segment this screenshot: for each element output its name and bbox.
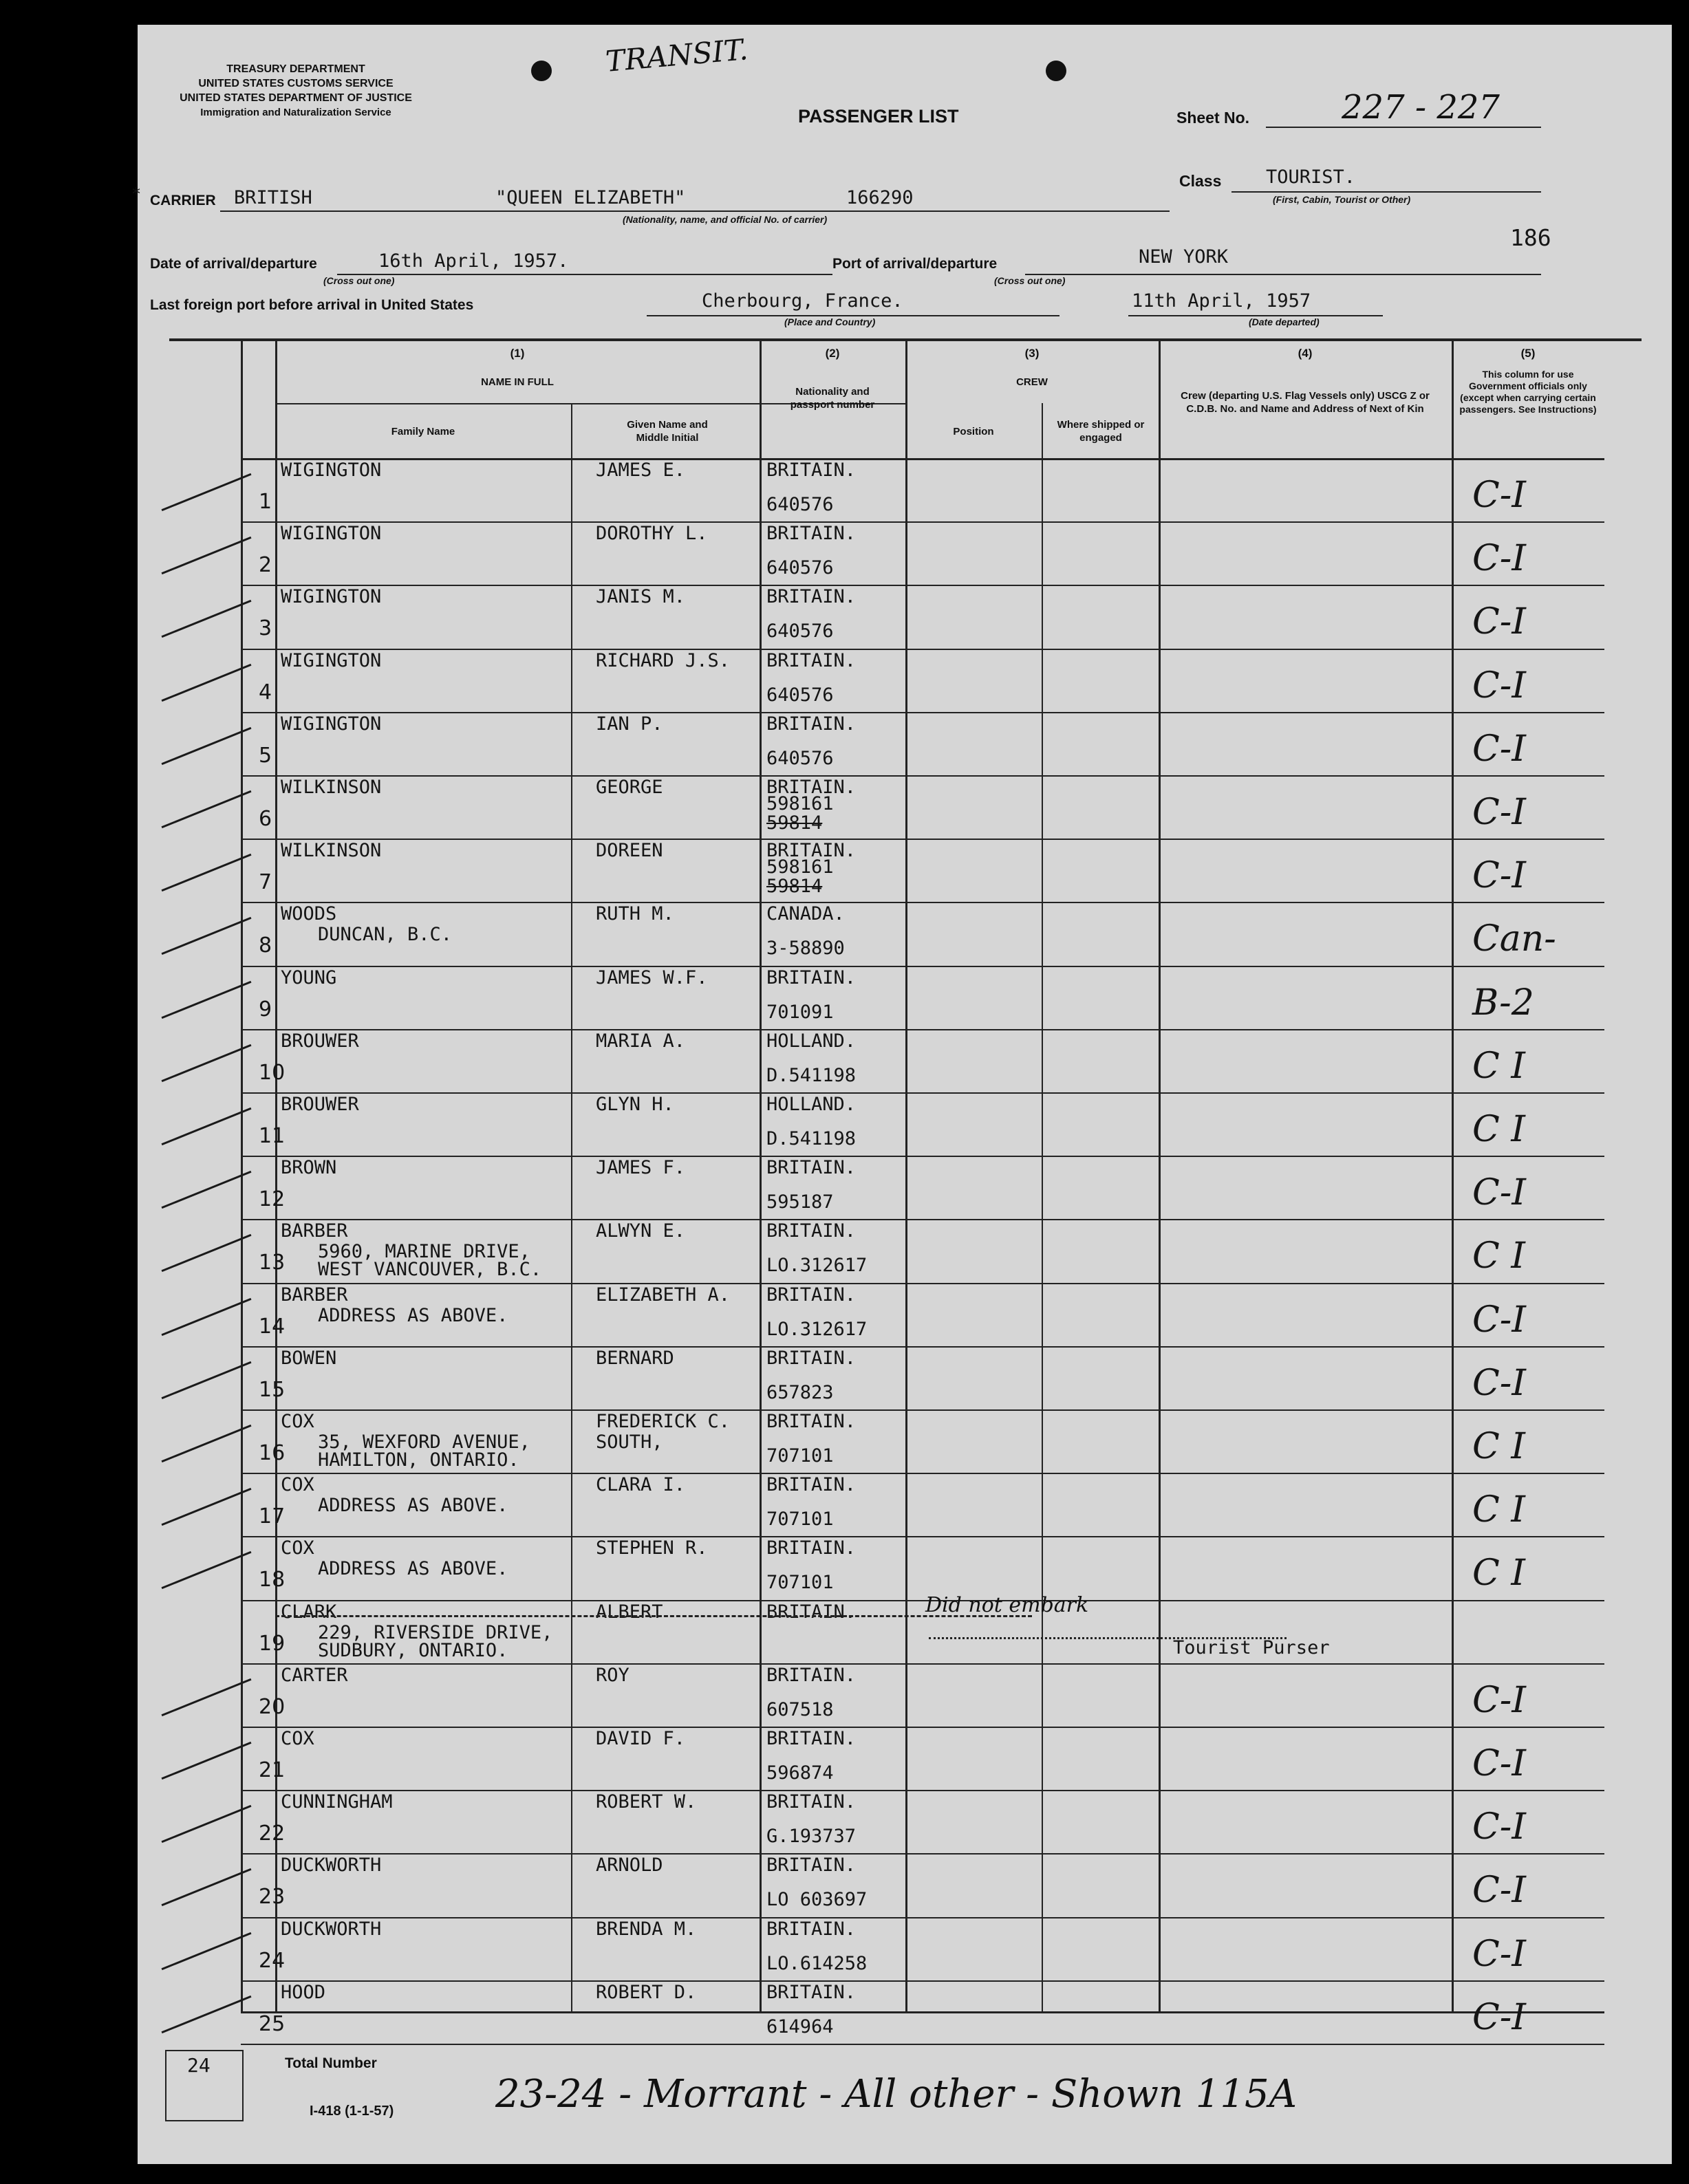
government-mark: C I xyxy=(1472,1235,1525,1277)
row-number: 8 xyxy=(259,933,272,958)
col1-title: NAME IN FULL xyxy=(481,376,554,388)
nationality: BRITAIN. xyxy=(766,1791,857,1813)
passport-number: 614964 xyxy=(766,2015,834,2037)
government-mark: C-I xyxy=(1472,601,1526,643)
passport-number: LO.312617 xyxy=(766,1318,868,1340)
table-row xyxy=(138,1728,1672,1791)
table-row xyxy=(138,840,1672,903)
government-mark: C I xyxy=(1472,1553,1525,1594)
family-name: WIGINGTON xyxy=(281,649,382,671)
government-mark: C-I xyxy=(1472,1996,1526,2038)
passport-number: D.541198 xyxy=(766,1064,857,1086)
checkoff-stroke xyxy=(162,1171,252,1209)
total-box-value: 24 xyxy=(187,2054,211,2077)
port-label: Port of arrival/departure xyxy=(832,256,998,272)
col3-number: (3) xyxy=(1024,347,1040,360)
passport-number: D.541198 xyxy=(766,1128,857,1149)
nationality: BRITAIN. xyxy=(766,1664,857,1686)
table-row xyxy=(138,1855,1672,1918)
family-name: DUCKWORTH xyxy=(281,1918,382,1940)
table-row xyxy=(138,1411,1672,1474)
row-number: 10 xyxy=(259,1060,286,1085)
passport-number: 598161 xyxy=(766,856,834,878)
nationality: BRITAIN. xyxy=(766,1157,857,1179)
given-name: ROY xyxy=(596,1664,630,1686)
passport-number: 640576 xyxy=(766,557,834,579)
nationality: BRITAIN. xyxy=(766,1411,857,1432)
checkoff-stroke xyxy=(162,1932,252,1969)
address-line-1: ADDRESS AS ABOVE. xyxy=(318,1495,508,1517)
checkoff-stroke xyxy=(162,600,252,638)
family-name: CARTER xyxy=(281,1664,348,1686)
address-line-2: HAMILTON, ONTARIO. xyxy=(318,1449,519,1471)
table-row xyxy=(138,1220,1672,1284)
checkoff-stroke xyxy=(162,727,252,765)
given-name: JAMES E. xyxy=(596,459,686,481)
row-number: 5 xyxy=(259,743,272,768)
table-row xyxy=(138,1665,1672,1728)
government-mark: C-I xyxy=(1472,792,1526,833)
table-row xyxy=(138,1348,1672,1411)
table-row xyxy=(138,1030,1672,1094)
row-number: 7 xyxy=(259,870,272,895)
checkoff-stroke xyxy=(162,473,252,511)
government-mark: C-I xyxy=(1472,1362,1526,1404)
page-count: 186 xyxy=(1510,224,1551,251)
col4-number: (4) xyxy=(1298,347,1313,360)
passport-number: 595187 xyxy=(766,1191,834,1213)
table-row xyxy=(138,1982,1672,2045)
row-number: 15 xyxy=(259,1377,286,1402)
address-line-1: ADDRESS AS ABOVE. xyxy=(318,1558,508,1580)
table-row xyxy=(138,777,1672,840)
arrival-line xyxy=(337,274,832,275)
last-port-value: Cherbourg, France. xyxy=(702,290,903,312)
carrier-nationality: BRITISH xyxy=(234,187,312,208)
nationality: BRITAIN. xyxy=(766,523,857,545)
passport-number: LO 603697 xyxy=(766,1889,868,1911)
family-name: BROUWER xyxy=(281,1094,359,1115)
nationality: HOLLAND. xyxy=(766,1030,857,1052)
passport-number-alt: 59814 xyxy=(766,876,823,898)
col3-shipped-header: Where shipped or engaged xyxy=(1057,419,1145,444)
checkoff-stroke xyxy=(162,1805,252,1843)
given-name: ROBERT W. xyxy=(596,1791,697,1813)
col1-family-header: Family Name xyxy=(391,426,455,437)
government-mark: C-I xyxy=(1472,1933,1526,1975)
passport-number: LO.312617 xyxy=(766,1255,868,1277)
family-name: YOUNG xyxy=(281,966,337,988)
given-name: MARIA A. xyxy=(596,1030,686,1052)
row-rule xyxy=(241,2044,1604,2045)
checkoff-stroke xyxy=(162,1868,252,1906)
government-mark: C I xyxy=(1472,1045,1525,1087)
family-name: WILKINSON xyxy=(281,840,382,862)
table-row xyxy=(138,1791,1672,1855)
address-line-1: ADDRESS AS ABOVE. xyxy=(318,1304,508,1326)
row-number: 3 xyxy=(259,616,272,641)
checkoff-stroke xyxy=(162,537,252,574)
nationality: BRITAIN. xyxy=(766,459,857,481)
agency-block xyxy=(151,62,440,120)
checkoff-stroke xyxy=(162,663,252,701)
row-number: 24 xyxy=(259,1948,286,1973)
given-name: DOROTHY L. xyxy=(596,523,708,545)
given-name: IAN P. xyxy=(596,713,663,735)
checkoff-stroke xyxy=(162,1488,252,1526)
government-mark: C-I xyxy=(1472,1870,1526,1912)
checkoff-stroke xyxy=(162,1742,252,1780)
checkoff-stroke xyxy=(162,790,252,828)
checkoff-stroke xyxy=(162,1234,252,1272)
class-note: (First, Cabin, Tourist or Other) xyxy=(1273,194,1411,205)
family-name: DUCKWORTH xyxy=(281,1855,382,1877)
table-row xyxy=(138,1537,1672,1601)
nationality: BRITAIN. xyxy=(766,1284,857,1306)
row-number: 16 xyxy=(259,1441,286,1465)
family-name: COX xyxy=(281,1411,314,1432)
last-port-note: (Place and Country) xyxy=(784,316,876,327)
checkoff-stroke xyxy=(162,1107,252,1145)
passport-number-alt: 59814 xyxy=(766,812,823,834)
handwritten-transit: TRANSIT. xyxy=(604,32,750,78)
given-name: FREDERICK C. xyxy=(596,1411,731,1432)
col5-title: This column for use Government officials only (except when carrying certain passengers. See Instructions) xyxy=(1459,369,1597,415)
nationality: BRITAIN. xyxy=(766,1601,857,1623)
family-name: CLARK xyxy=(281,1601,337,1623)
checkoff-stroke xyxy=(162,1996,252,2033)
nationality: BRITAIN. xyxy=(766,1981,857,2003)
row19-strike xyxy=(275,1615,1032,1619)
bottom-handwriting: 23-24 - Morrant - All other - Shown 115A xyxy=(495,2072,1298,2117)
row-number: 23 xyxy=(259,1885,286,1910)
nationality: CANADA. xyxy=(766,903,845,925)
row-number: 17 xyxy=(259,1504,286,1529)
government-mark: C I xyxy=(1472,1109,1525,1150)
row-number: 11 xyxy=(259,1124,286,1148)
carrier-label: CARRIER xyxy=(150,193,216,208)
government-mark: C I xyxy=(1472,1426,1525,1467)
last-port-label: Last foreign port before arrival in United States xyxy=(150,297,474,313)
nationality: BRITAIN. xyxy=(766,966,857,988)
carrier-name: "QUEEN ELIZABETH" xyxy=(495,187,686,208)
given-name: JAMES F. xyxy=(596,1157,686,1179)
nationality: BRITAIN. xyxy=(766,1918,857,1940)
address-line-1: 5960, MARINE DRIVE, xyxy=(318,1241,530,1263)
passport-number: 707101 xyxy=(766,1572,834,1594)
punch-hole-left xyxy=(531,61,552,81)
nationality: BRITAIN. xyxy=(766,1537,857,1559)
government-mark: C-I xyxy=(1472,538,1526,580)
total-label: Total Number xyxy=(285,2055,377,2071)
family-name: WIGINGTON xyxy=(281,713,382,735)
government-mark: C I xyxy=(1472,1489,1525,1531)
nationality: BRITAIN. xyxy=(766,586,857,608)
col1-number: (1) xyxy=(510,347,525,360)
checkoff-stroke xyxy=(162,1425,252,1462)
passport-number: 640576 xyxy=(766,684,834,706)
col2-number: (2) xyxy=(825,347,840,360)
punch-hole-right xyxy=(1046,61,1066,81)
table-row xyxy=(138,1474,1672,1537)
address-line-2: SUDBURY, ONTARIO. xyxy=(318,1639,508,1661)
given-name: DAVID F. xyxy=(596,1728,686,1749)
date-departed-value: 11th April, 1957 xyxy=(1132,290,1311,312)
nationality: BRITAIN. xyxy=(766,1347,857,1369)
nationality: BRITAIN. xyxy=(766,840,857,862)
given-name: ROBERT D. xyxy=(596,1981,697,2003)
table-row xyxy=(138,586,1672,649)
agency-treasury: TREASURY DEPARTMENT xyxy=(226,63,365,75)
passport-number: LO.614258 xyxy=(766,1952,868,1974)
arrival-label: Date of arrival/departure xyxy=(150,256,317,272)
nationality: BRITAIN. xyxy=(766,1220,857,1242)
family-name: WIGINGTON xyxy=(281,459,382,481)
table-row xyxy=(138,523,1672,586)
checkoff-stroke xyxy=(162,854,252,891)
passport-number: G.193737 xyxy=(766,1826,857,1848)
arrival-cross-note: (Cross out one) xyxy=(323,275,395,286)
passport-number: 657823 xyxy=(766,1381,834,1403)
sheet-number: 227 - 227 xyxy=(1342,88,1500,127)
family-name: WOODS xyxy=(281,903,337,925)
given-name: STEPHEN R. xyxy=(596,1537,708,1559)
port-cross-note: (Cross out one) xyxy=(994,275,1066,286)
class-line xyxy=(1231,191,1541,193)
address-line-2: WEST VANCOUVER, B.C. xyxy=(318,1259,542,1281)
carrier-official-no: 166290 xyxy=(846,187,914,208)
given-name: JANIS M. xyxy=(596,586,686,608)
passport-number: 701091 xyxy=(766,1001,834,1023)
family-name: WILKINSON xyxy=(281,777,382,798)
nationality: BRITAIN. xyxy=(766,1728,857,1749)
given-name: BERNARD xyxy=(596,1347,674,1369)
government-mark: C-I xyxy=(1472,728,1526,770)
nationality: BRITAIN. xyxy=(766,649,857,671)
agency-customs: UNITED STATES CUSTOMS SERVICE xyxy=(198,78,394,89)
given-name-2: SOUTH, xyxy=(596,1431,663,1453)
family-name: COX xyxy=(281,1474,314,1496)
family-name: BOWEN xyxy=(281,1347,337,1369)
passenger-list-sheet xyxy=(132,25,1672,2164)
table-row xyxy=(138,713,1672,777)
passport-number: 707101 xyxy=(766,1445,834,1467)
passport-number: 598161 xyxy=(766,793,834,814)
passport-number: 707101 xyxy=(766,1509,834,1531)
nationality: BRITAIN. xyxy=(766,1474,857,1496)
government-mark: C-I xyxy=(1472,855,1526,897)
carrier-line xyxy=(220,210,1170,212)
checkoff-stroke xyxy=(162,1297,252,1335)
nationality: BRITAIN. xyxy=(766,1855,857,1877)
col3-title: CREW xyxy=(1016,376,1048,388)
table-row xyxy=(138,967,1672,1030)
checkoff-stroke xyxy=(162,1361,252,1399)
government-mark: C-I xyxy=(1472,1299,1526,1341)
family-name: BARBER xyxy=(281,1220,348,1242)
passport-number: 640576 xyxy=(766,620,834,642)
table-row xyxy=(138,1918,1672,1982)
given-name: GLYN H. xyxy=(596,1094,674,1115)
given-name: CLARA I. xyxy=(596,1474,686,1496)
port-value: NEW YORK xyxy=(1139,246,1229,268)
government-mark: C-I xyxy=(1472,475,1526,516)
col1-given-header: Given Name and Middle Initial xyxy=(627,419,708,444)
given-name: ALWYN E. xyxy=(596,1220,686,1242)
passport-number: 640576 xyxy=(766,494,834,515)
arrival-value: 16th April, 1957. xyxy=(378,250,569,272)
family-name: COX xyxy=(281,1537,314,1559)
given-name: ARNOLD xyxy=(596,1855,663,1877)
passport-number: 3-58890 xyxy=(766,938,845,960)
row-number: 2 xyxy=(259,553,272,578)
government-mark: C-I xyxy=(1472,1679,1526,1721)
given-name: ELIZABETH A. xyxy=(596,1284,731,1306)
family-name: BARBER xyxy=(281,1284,348,1306)
government-mark: C-I xyxy=(1472,664,1526,706)
row-number: 9 xyxy=(259,997,272,1021)
table-row xyxy=(138,1094,1672,1157)
nationality: BRITAIN. xyxy=(766,777,857,798)
table-row xyxy=(138,903,1672,966)
address-line-1: 229, RIVERSIDE DRIVE, xyxy=(318,1621,553,1643)
government-mark: C-I xyxy=(1472,1743,1526,1784)
row-number: 6 xyxy=(259,807,272,831)
family-name: CUNNINGHAM xyxy=(281,1791,393,1813)
government-mark: C-I xyxy=(1472,1806,1526,1848)
sheet-label: Sheet No. xyxy=(1176,109,1250,127)
class-label: Class xyxy=(1179,172,1222,190)
row-number: 13 xyxy=(259,1251,286,1275)
row-number: 21 xyxy=(259,1758,286,1782)
family-name: HOOD xyxy=(281,1981,326,2003)
family-name: WIGINGTON xyxy=(281,586,382,608)
family-name: COX xyxy=(281,1728,314,1749)
class-value: TOURIST. xyxy=(1266,166,1356,188)
given-name: ALBERT xyxy=(596,1601,663,1623)
address-line-1: DUNCAN, B.C. xyxy=(318,924,453,946)
row-number: 1 xyxy=(259,490,272,514)
sheet-line xyxy=(1266,127,1541,128)
row-number: 22 xyxy=(259,1821,286,1846)
passport-number: 596874 xyxy=(766,1762,834,1784)
row-number: 20 xyxy=(259,1694,286,1719)
carrier-note: (Nationality, name, and official No. of carrier) xyxy=(623,214,828,225)
row-number: 4 xyxy=(259,680,272,704)
given-name: RUTH M. xyxy=(596,903,674,925)
row-number: 12 xyxy=(259,1187,286,1212)
government-mark: Can- xyxy=(1472,918,1556,960)
col4-title: Crew (departing U.S. Flag Vessels only) USCG Z or C.D.B. No. and Name and Address of Next of Kin xyxy=(1181,390,1430,415)
table-row xyxy=(138,459,1672,523)
family-name: BROWN xyxy=(281,1157,337,1179)
government-mark: B-2 xyxy=(1472,982,1534,1024)
given-name: BRENDA M. xyxy=(596,1918,697,1940)
page-title: PASSENGER LIST xyxy=(798,106,959,127)
table-row xyxy=(138,1284,1672,1348)
checkoff-stroke xyxy=(162,980,252,1018)
row-number: 18 xyxy=(259,1568,286,1592)
agency-ins: Immigration and Naturalization Service xyxy=(200,107,391,118)
total-box xyxy=(165,2050,244,2121)
row-number: 19 xyxy=(259,1631,286,1656)
nationality: BRITAIN. xyxy=(766,713,857,735)
checkoff-stroke xyxy=(162,917,252,955)
passport-number: 607518 xyxy=(766,1698,834,1720)
checkoff-stroke xyxy=(162,1551,252,1589)
row19-purser: Tourist Purser xyxy=(1173,1637,1330,1658)
col3-position-header: Position xyxy=(953,426,994,437)
table-row xyxy=(138,650,1672,713)
family-name: BROUWER xyxy=(281,1030,359,1052)
checkoff-stroke xyxy=(162,1044,252,1082)
checkoff-stroke xyxy=(162,1678,252,1716)
passport-number: 640576 xyxy=(766,747,834,769)
table-row xyxy=(138,1157,1672,1220)
port-line xyxy=(1025,274,1541,275)
given-name: GEORGE xyxy=(596,777,663,798)
given-name: RICHARD J.S. xyxy=(596,649,731,671)
row19-did-not-embark: Did not embark xyxy=(925,1593,1089,1617)
date-departed-note: (Date departed) xyxy=(1249,316,1320,327)
address-line-1: 35, WEXFORD AVENUE, xyxy=(318,1431,530,1453)
carrier-star: * xyxy=(132,184,140,204)
col5-number: (5) xyxy=(1520,347,1536,360)
nationality: HOLLAND. xyxy=(766,1094,857,1115)
form-number: I-418 (1-1-57) xyxy=(310,2104,394,2119)
given-name: JAMES W.F. xyxy=(596,966,708,988)
row-number: 25 xyxy=(259,2011,286,2036)
government-mark: C-I xyxy=(1472,1172,1526,1214)
col2-title: Nationality and passport number xyxy=(790,386,875,411)
family-name: WIGINGTON xyxy=(281,523,382,545)
given-name: DOREEN xyxy=(596,840,663,862)
agency-justice: UNITED STATES DEPARTMENT OF JUSTICE xyxy=(180,92,412,104)
table-row xyxy=(138,1601,1672,1665)
row-number: 14 xyxy=(259,1314,286,1339)
